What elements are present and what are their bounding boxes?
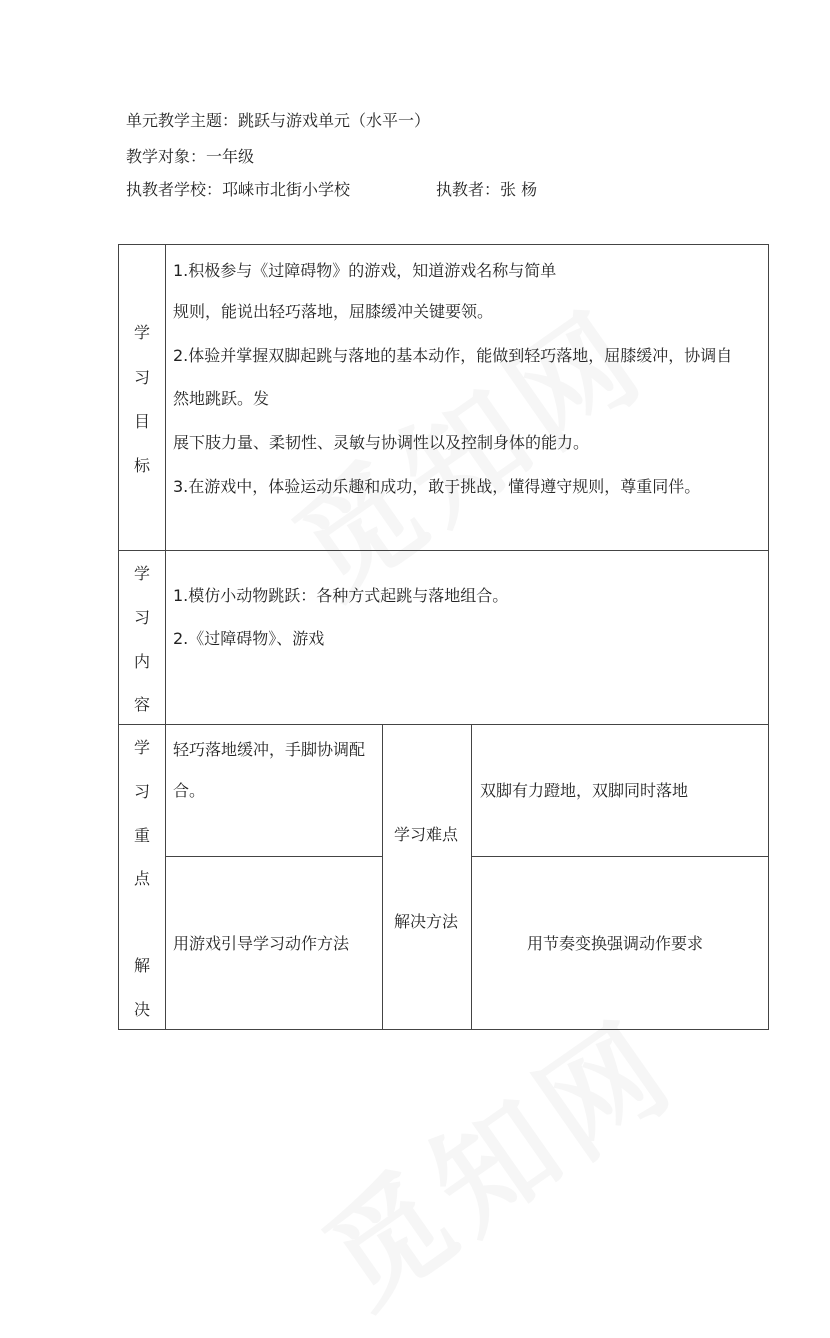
- solution-label: 解决方法: [394, 912, 459, 931]
- keypoints-label-char: 习: [133, 782, 150, 801]
- key-solution: 用游戏引导学习动作方法: [173, 934, 350, 953]
- objectives-label-char: 目: [133, 412, 150, 431]
- content-line: 2.《过障碍物》、游戏: [173, 629, 325, 648]
- objective-line: 规则，能说出轻巧落地，屈膝缓冲关键要领。: [173, 302, 494, 321]
- difficulty-label: 学习难点: [394, 825, 459, 844]
- table-col-divider-2: [471, 724, 472, 1030]
- content-label-char: 习: [133, 608, 150, 627]
- keypoints-label-char: 学: [133, 738, 150, 757]
- table-border-right: [768, 244, 769, 1030]
- content-label-char: 内: [133, 652, 150, 671]
- table-border-left: [118, 244, 119, 1030]
- objective-line: 3.在游戏中，体验运动乐趣和成功，敢于挑战，懂得遵守规则，尊重同伴。: [173, 477, 701, 496]
- objective-line: 1.积极参与《过障碍物》的游戏，知道游戏名称与简单: [173, 261, 557, 280]
- objective-line: 然地跳跃。发: [173, 389, 270, 408]
- table-border-top: [118, 244, 769, 245]
- table-divider-keypoints: [165, 856, 383, 857]
- key-point-line: 合。: [173, 781, 206, 800]
- objectives-label-char: 学: [133, 323, 150, 342]
- table-border-bottom: [118, 1029, 769, 1030]
- table-label-divider: [165, 244, 166, 1030]
- key-point-line: 轻巧落地缓冲，手脚协调配: [173, 740, 366, 759]
- difficulty-solution: 用节奏变换强调动作要求: [527, 934, 704, 953]
- table-col-divider-1: [382, 724, 383, 1030]
- teacher-school: 执教者学校：邛崃市北街小学校: [126, 180, 351, 199]
- content-line: 1.模仿小动物跳跃：各种方式起跳与落地组合。: [173, 586, 509, 605]
- difficulty-text: 双脚有力蹬地，双脚同时落地: [480, 781, 689, 800]
- table-divider-objectives: [118, 550, 769, 551]
- keypoints-label-char: 点: [133, 869, 150, 888]
- objectives-label-char: 习: [133, 368, 150, 387]
- unit-theme: 单元教学主题：跳跃与游戏单元（水平一）: [126, 111, 431, 130]
- objectives-label-char: 标: [133, 456, 150, 475]
- teaching-target: 教学对象：一年级: [126, 147, 255, 166]
- keypoints-label-char: 重: [133, 826, 150, 845]
- content-label-char: 学: [133, 564, 150, 583]
- teacher-name: 执教者：张 杨: [436, 180, 538, 199]
- table-divider-difficulty: [471, 856, 769, 857]
- objective-line: 2.体验并掌握双脚起跳与落地的基本动作，能做到轻巧落地，屈膝缓冲，协调自: [173, 346, 733, 365]
- table-divider-content: [118, 724, 769, 725]
- content-label-char: 容: [133, 695, 150, 714]
- keypoints-label-char: 决: [133, 1000, 150, 1019]
- keypoints-label-char: 解: [133, 956, 150, 975]
- objective-line: 展下肢力量、柔韧性、灵敏与协调性以及控制身体的能力。: [173, 433, 590, 452]
